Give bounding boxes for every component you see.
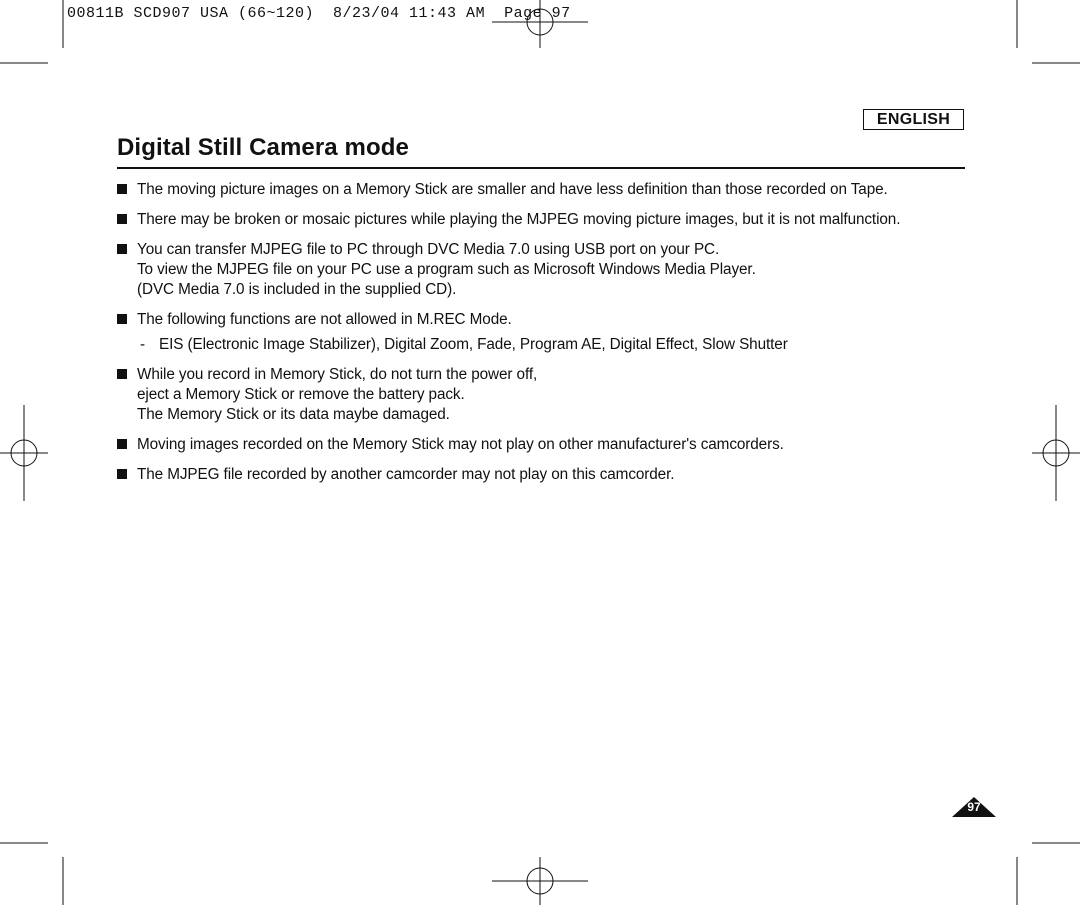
bullet-text-line: You can transfer MJPEG file to PC through DVC Media 7.0 using USB port on your PC.	[137, 241, 720, 258]
bullet-item	[117, 180, 965, 200]
bullet-item	[117, 240, 965, 300]
bullet-text-line: The MJPEG file recorded by another camcorder may not play on this camcorder.	[137, 466, 675, 483]
sub-item	[137, 335, 965, 355]
bullet-text-line: The Memory Stick or its data maybe damaged.	[137, 406, 450, 423]
square-bullet-icon	[117, 244, 127, 254]
page-title: Digital Still Camera mode	[117, 134, 409, 161]
bullet-text-line: The moving picture images on a Memory Stick are smaller and have less definition than those recorded on Tape.	[137, 181, 888, 198]
sub-item-dash: -	[140, 336, 146, 353]
square-bullet-icon	[117, 314, 127, 324]
bullet-list	[117, 180, 965, 495]
square-bullet-icon	[117, 469, 127, 479]
bullet-item	[117, 365, 965, 425]
bullet-text-line: (DVC Media 7.0 is included in the supplied CD).	[137, 281, 457, 298]
bullet-text-line: The following functions are not allowed in M.REC Mode.	[137, 311, 512, 328]
bullet-item	[117, 465, 965, 485]
print-header: 00811B SCD907 USA (66~120) 8/23/04 11:43 AM Page 97	[67, 5, 571, 22]
sub-item-text: EIS (Electronic Image Stabilizer), Digital Zoom, Fade, Program AE, Digital Effect, Slow Shutter	[159, 336, 788, 353]
square-bullet-icon	[117, 184, 127, 194]
language-tab: ENGLISH	[863, 109, 964, 130]
square-bullet-icon	[117, 439, 127, 449]
page-number-badge	[952, 797, 996, 817]
square-bullet-icon	[117, 214, 127, 224]
bullet-text-line: There may be broken or mosaic pictures while playing the MJPEG moving picture images, but it is not malfunction.	[137, 211, 901, 228]
bullet-item	[117, 310, 965, 355]
bullet-item	[117, 435, 965, 455]
bullet-text-line: eject a Memory Stick or remove the battery pack.	[137, 386, 465, 403]
bullet-text-line: Moving images recorded on the Memory Stick may not play on other manufacturer's camcorders.	[137, 436, 784, 453]
bullet-text-line: While you record in Memory Stick, do not turn the power off,	[137, 366, 538, 383]
square-bullet-icon	[117, 369, 127, 379]
bullet-text-line: To view the MJPEG file on your PC use a program such as Microsoft Windows Media Player.	[137, 261, 756, 278]
bullet-item	[117, 210, 965, 230]
title-rule	[117, 167, 965, 169]
page-number: 97	[967, 800, 981, 814]
